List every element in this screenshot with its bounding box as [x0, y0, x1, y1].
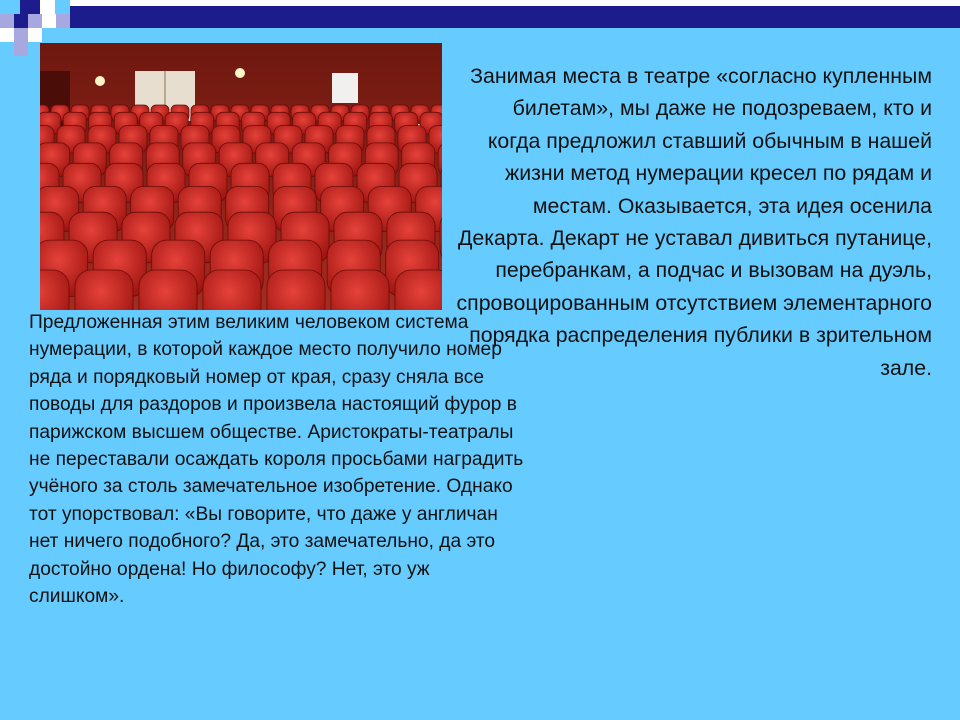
decor-square: [28, 14, 42, 28]
decor-square: [0, 28, 14, 42]
wall-lamp: [235, 68, 245, 78]
theatre-seat: [395, 270, 442, 310]
decor-square: [40, 0, 55, 14]
decor-square: [28, 28, 42, 42]
theatre-seats-photo: [40, 43, 442, 310]
right-paragraph: Занимая места в театре «согласно купленным билетам», мы даже не подозреваем, кто и когда предложил ставший обычным в нашей жизни метод нумерации кресел по рядам и местам. Оказывается, эта идея осенила Декарта. Декарт не уставал дивиться путанице, перебранкам, а подчас и вызовам на дуэль, спровоцированным отсутствием элементарного порядка распределения публики в зрительном зале.: [456, 64, 932, 380]
theatre-seat: [331, 270, 389, 310]
decor-square: [14, 14, 28, 28]
top-header-bar: [70, 0, 960, 28]
decor-square: [14, 42, 28, 56]
theatre-seat: [139, 270, 197, 310]
decor-square: [56, 14, 70, 28]
theatre-seat: [267, 270, 325, 310]
theatre-seat: [75, 270, 133, 310]
decor-square: [0, 14, 14, 28]
theatre-seats-illustration: [40, 43, 442, 310]
left-paragraph: Предложенная этим великим человеком система нумерации, в которой каждое место получило номер ряда и порядковый номер от края, сразу сняла все поводы для раздоров и произвела настоящий фурор в парижском высшем обществе. Аристократы-театралы не переставали осаждать короля просьбами наградить учёного за столь замечательное изобретение. Однако тот упорствовал: «Вы говорите, что даже у англичан нет ничего подобного? Да, это замечательно, да это достойно ордена! Но философу? Нет, это уж слишком».: [29, 312, 524, 608]
theatre-seat: [203, 270, 261, 310]
decor-square: [14, 28, 28, 42]
decor-square: [20, 0, 40, 14]
wall-panel: [332, 73, 358, 103]
wall-lamp: [95, 76, 105, 86]
theatre-seat: [40, 270, 69, 310]
decor-square: [42, 14, 56, 28]
